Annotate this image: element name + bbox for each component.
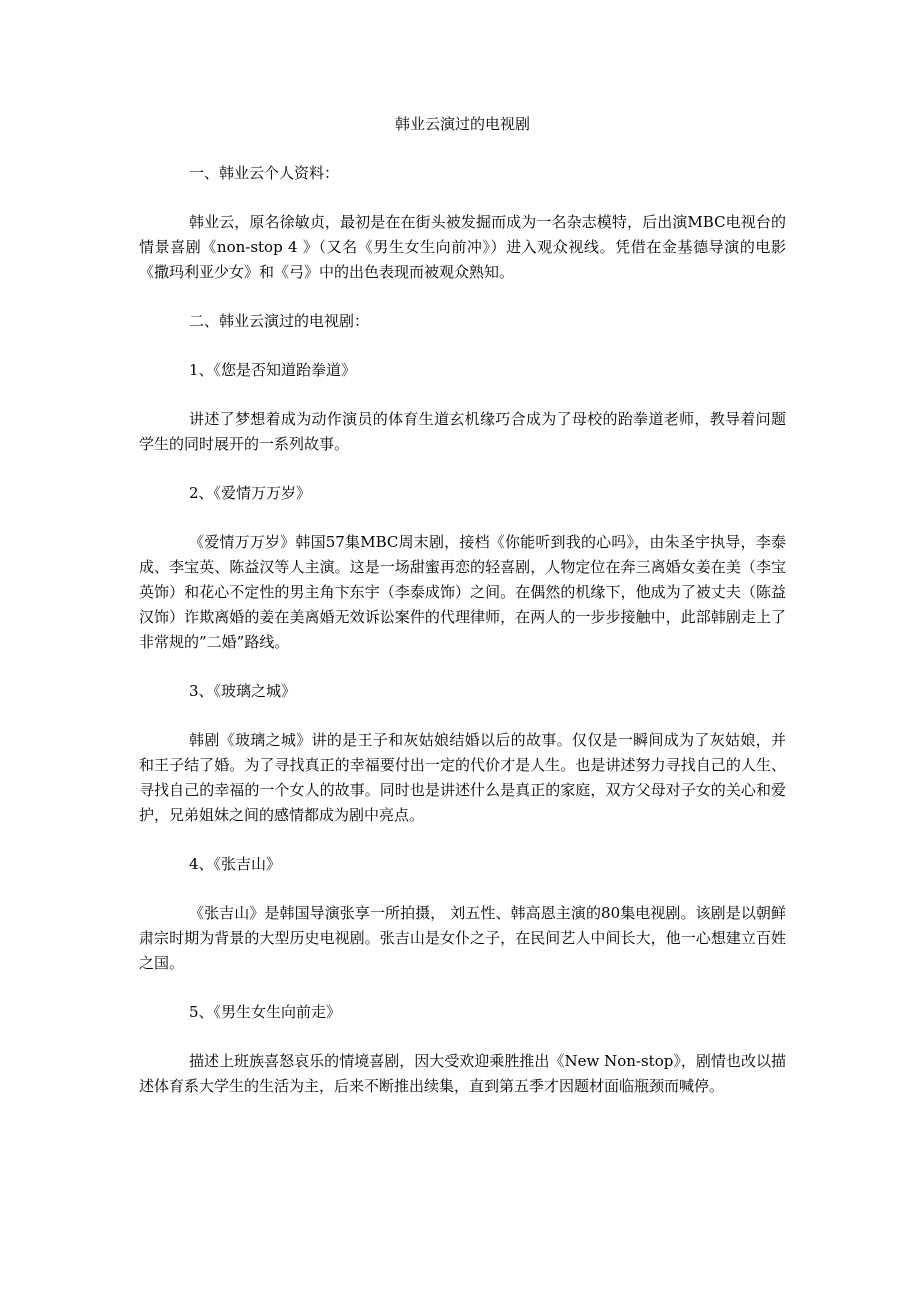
drama-description-3: 韩剧《玻璃之城》讲的是王子和灰姑娘结婚以后的故事。仅仅是一瞬间成为了灰姑娘，并和王子结了婚。为了寻找真正的幸福要付出一定的代价才是人生。也是讲述努力寻找自己的人生、寻找自己的幸福的一个女人的故事。同时也是讲述什么是真正的家庭，双方父母对子女的关心和爱护，兄弟姐妹之间的感情都成为剧中亮点。 — [139, 731, 786, 824]
profile-paragraph: 韩业云，原名徐敏贞，最初是在在街头被发掘而成为一名杂志模特，后出演MBC电视台的情景喜剧《non-stop 4 》（又名《男生女生向前冲》）进入观众视线。凭借在金基德导演的电影《撒玛利亚少女》和《弓》中的出色表现而被观众熟知。 — [139, 213, 786, 281]
drama-heading-1: 1、《您是否知道跆拳道》 — [189, 361, 357, 379]
drama-heading-5: 5、《男生女生向前走》 — [189, 1003, 342, 1021]
drama-heading-3: 3、《玻璃之城》 — [189, 682, 297, 700]
document-page — [139, 112, 786, 1123]
section-heading-profile: 一、韩业云个人资料： — [189, 164, 340, 182]
document-title: 韩业云演过的电视剧 — [394, 115, 530, 133]
drama-description-1: 讲述了梦想着成为动作演员的体育生道玄机缘巧合成为了母校的跆拳道老师，教导着问题学生的同时展开的一系列故事。 — [139, 410, 786, 453]
drama-heading-2: 2、《爱情万万岁》 — [189, 484, 312, 502]
drama-description-4: 《张吉山》是韩国导演张享一所拍摄， 刘五性、韩高恩主演的80集电视剧。该剧是以朝鲜肃宗时期为背景的大型历史电视剧。张吉山是女仆之子，在民间艺人中间长大，他一心想建立百姓之国。 — [139, 904, 786, 972]
section-heading-dramas: 二、韩业云演过的电视剧： — [189, 312, 370, 330]
drama-heading-4: 4、《张吉山》 — [189, 855, 282, 873]
drama-description-5: 描述上班族喜怒哀乐的情境喜剧，因大受欢迎乘胜推出《New Non-stop》，剧情也改以描述体育系大学生的生活为主，后来不断推出续集，直到第五季才因题材面临瓶颈而喊停。 — [139, 1052, 786, 1095]
drama-description-2: 《爱情万万岁》韩国57集MBC周末剧，接档《你能听到我的心吗》，由朱圣宇执导，李泰成、李宝英、陈益汉等人主演。这是一场甜蜜再恋的轻喜剧，人物定位在奔三离婚女姜在美（李宝英饰）和花心不定性的男主角卞东宇（李泰成饰）之间。在偶然的机缘下，他成为了被丈夫（陈益汉饰）诈欺离婚的姜在美离婚无效诉讼案件的代理律师，在两人的一步步接触中，此部韩剧走上了非常规的”二婚”路线。 — [139, 533, 786, 651]
